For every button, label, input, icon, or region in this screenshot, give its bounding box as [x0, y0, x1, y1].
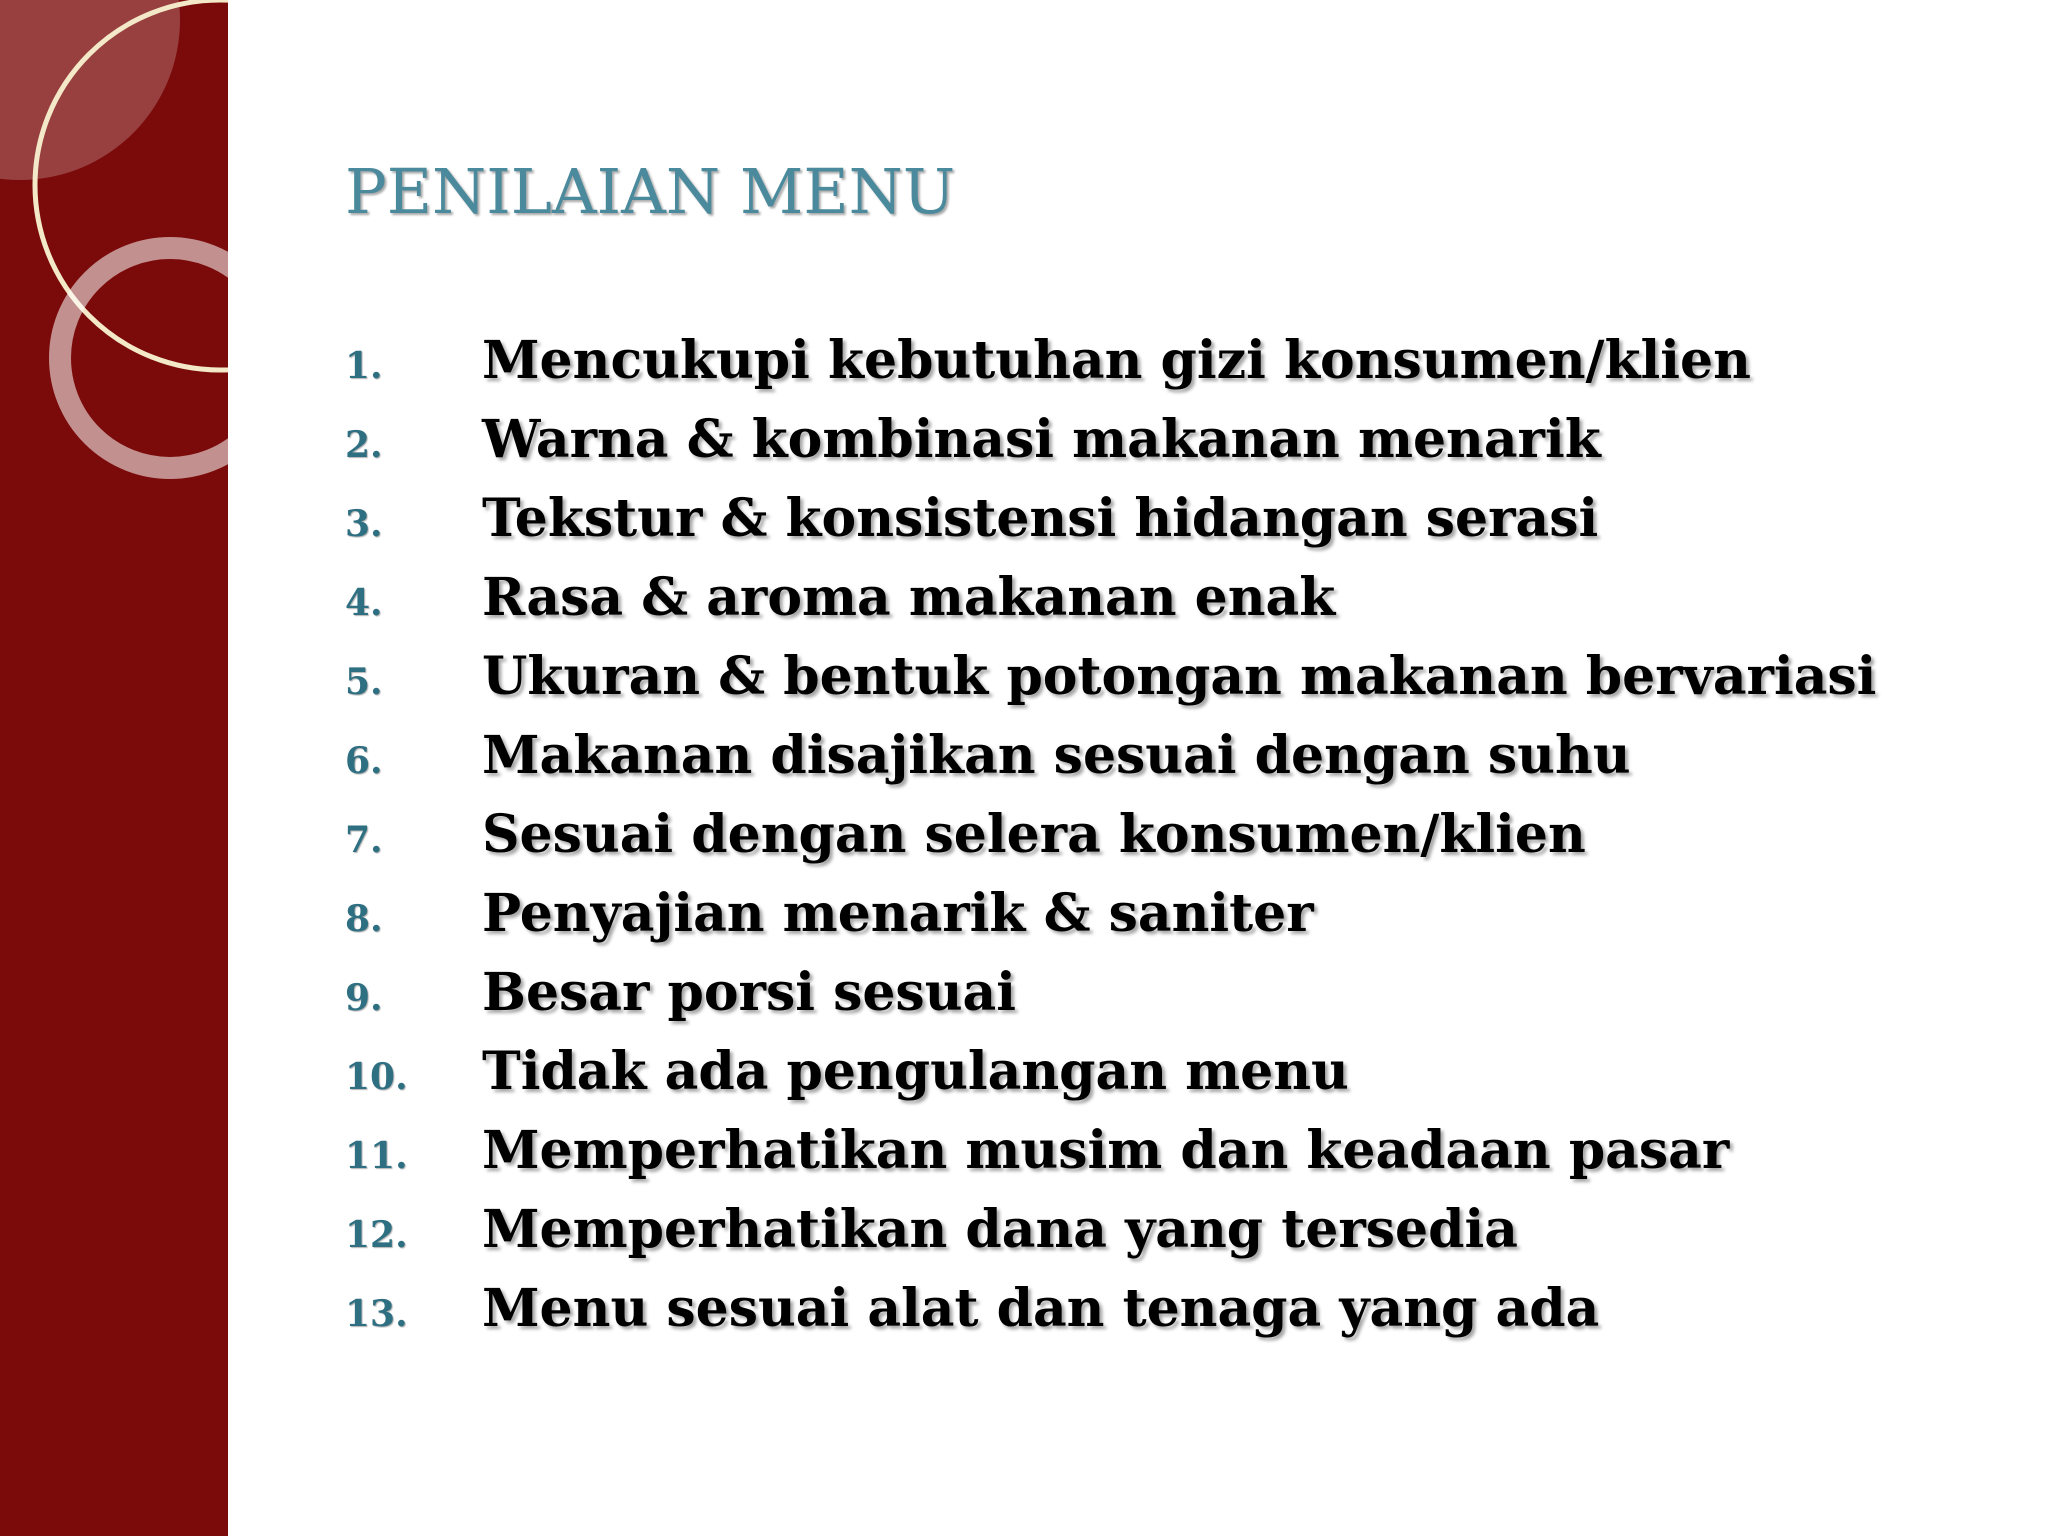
- item-number: 3.: [345, 503, 383, 545]
- list-item: [345, 330, 1876, 409]
- list-item: [345, 646, 1876, 725]
- item-text: Ukuran & bentuk potongan makanan bervariasi: [482, 646, 1877, 707]
- list-item: [345, 409, 1876, 488]
- item-number: 2.: [345, 424, 383, 466]
- item-text: Mencukupi kebutuhan gizi konsumen/klien: [482, 330, 1751, 391]
- item-number: 4.: [345, 582, 383, 624]
- item-number: 1.: [345, 345, 383, 387]
- item-number: 6.: [345, 740, 383, 782]
- translucent-ring: [60, 248, 228, 468]
- criteria-list: [345, 330, 1876, 1357]
- list-item: [345, 1041, 1876, 1120]
- item-number: 8.: [345, 898, 383, 940]
- item-text: Memperhatikan dana yang tersedia: [482, 1199, 1518, 1260]
- item-number: 9.: [345, 977, 383, 1019]
- item-number: 13.: [345, 1293, 408, 1335]
- slide-title: PENILAIAN MENU: [345, 155, 956, 228]
- list-item: [345, 804, 1876, 883]
- item-text: Tekstur & konsistensi hidangan serasi: [482, 488, 1599, 549]
- list-item: [345, 883, 1876, 962]
- list-item: [345, 1120, 1876, 1199]
- list-item: [345, 962, 1876, 1041]
- item-number: 10.: [345, 1056, 408, 1098]
- list-item: [345, 725, 1876, 804]
- item-text: Sesuai dengan selera konsumen/klien: [482, 804, 1586, 865]
- decorative-circles: [0, 0, 228, 1536]
- list-item: [345, 1278, 1876, 1357]
- item-text: Besar porsi sesuai: [482, 962, 1016, 1023]
- item-text: Memperhatikan musim dan keadaan pasar: [482, 1120, 1730, 1181]
- item-text: Warna & kombinasi makanan menarik: [482, 409, 1601, 470]
- list-item: [345, 567, 1876, 646]
- item-text: Penyajian menarik & saniter: [482, 883, 1314, 944]
- translucent-circle: [0, 0, 180, 180]
- list-item: [345, 1199, 1876, 1278]
- item-number: 12.: [345, 1214, 408, 1256]
- left-decorative-band: [0, 0, 228, 1536]
- item-text: Makanan disajikan sesuai dengan suhu: [482, 725, 1631, 786]
- item-number: 5.: [345, 661, 383, 703]
- item-text: Tidak ada pengulangan menu: [482, 1041, 1349, 1102]
- item-text: Rasa & aroma makanan enak: [482, 567, 1336, 628]
- list-item: [345, 488, 1876, 567]
- item-text: Menu sesuai alat dan tenaga yang ada: [482, 1278, 1600, 1339]
- item-number: 11.: [345, 1135, 408, 1177]
- item-number: 7.: [345, 819, 383, 861]
